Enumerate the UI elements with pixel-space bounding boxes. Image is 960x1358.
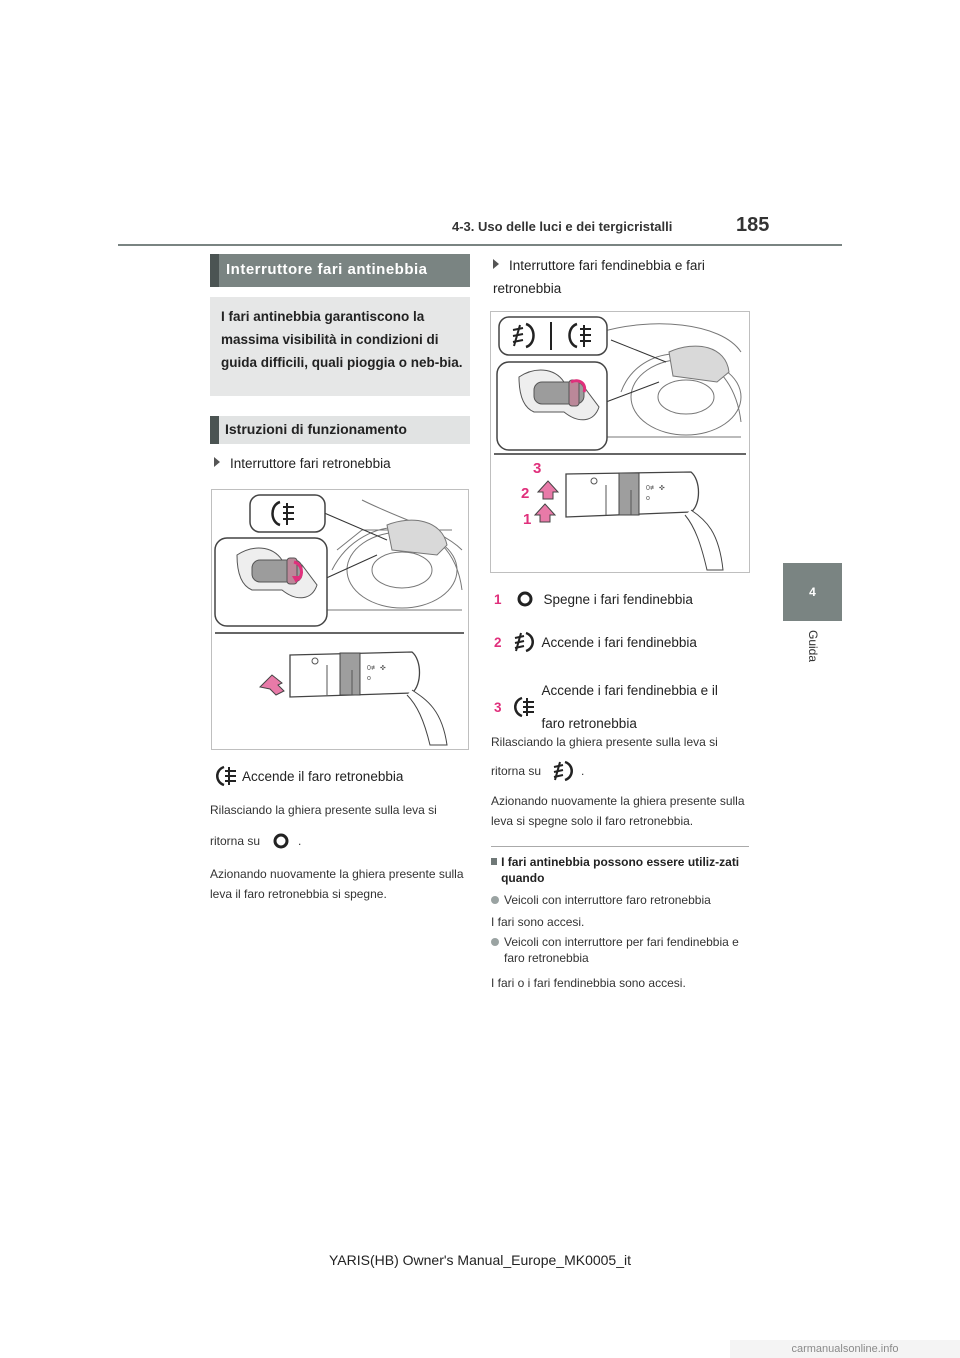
chapter-tab: 4 <box>783 563 842 621</box>
rear-fog-light-icon <box>512 696 536 718</box>
triangle-bullet-icon <box>493 259 499 269</box>
figure-label-3: 3 <box>533 460 542 477</box>
note-item-1: Veicoli con interruttore faro retronebbia <box>491 890 749 910</box>
front-fog-light-icon <box>551 760 575 782</box>
triangle-bullet-icon <box>214 457 220 467</box>
section-title: Interruttore fari antinebbia <box>226 261 428 278</box>
front-rear-fog-switch-figure <box>490 311 750 573</box>
round-bullet-icon <box>491 896 499 904</box>
svg-text:0≢ ✜: 0≢ ✜ <box>646 485 665 492</box>
round-bullet-icon <box>491 938 499 946</box>
rear-fog-light-icon <box>214 765 238 787</box>
page-footer: YARIS(HB) Owner's Manual_Europe_MK0005_it <box>329 1252 631 1268</box>
watermark[interactable]: carmanualsonline.info <box>730 1340 960 1358</box>
item-3: 3 Accende i fari fendinebbia e il faro retronebbia <box>494 683 718 731</box>
square-bullet-icon <box>491 858 497 865</box>
front-rear-fog-switch-illustration <box>491 312 749 572</box>
section-title-bar <box>210 254 470 287</box>
svg-text:0≢ ✜: 0≢ ✜ <box>367 665 386 672</box>
figure-label-1: 1 <box>523 511 532 528</box>
note-rule <box>491 846 749 847</box>
figure-label-2: 2 <box>521 485 530 502</box>
intro-box <box>210 297 470 396</box>
note-title: I fari antinebbia possono essere utiliz-zati quando <box>491 854 749 886</box>
rear-fog-bullet: Interruttore fari retronebbia <box>214 452 391 475</box>
fog-off-icon <box>270 830 292 852</box>
right-para-2: Azionando nuovamente la ghiera presente sulla leva si spegne solo il faro retronebbia. <box>491 794 745 828</box>
note-item-2: Veicoli con interruttore per fari fendinebbia e faro retronebbia <box>491 934 749 966</box>
subheading-bar <box>210 416 470 444</box>
right-para-1: Rilasciando la ghiera presente sulla leva si ritorna su . <box>491 732 749 782</box>
left-para-2: Azionando nuovamente la ghiera presente sulla leva il faro retronebbia si spegne. <box>210 867 464 901</box>
rear-fog-switch-figure <box>211 489 469 750</box>
svg-text:o: o <box>367 675 371 682</box>
note-item-2-text: I fari o i fari fendinebbia sono accesi. <box>491 976 686 990</box>
front-rear-fog-bullet: Interruttore fari fendinebbia e fari retronebbia <box>493 258 705 296</box>
header-rule <box>118 244 842 246</box>
rear-fog-caption: Accende il faro retronebbia <box>214 765 403 787</box>
fog-off-icon <box>514 588 536 610</box>
item-2: 2 Accende i fari fendinebbia <box>494 631 697 653</box>
front-fog-light-icon <box>512 631 536 653</box>
page-number: 185 <box>736 214 770 236</box>
subheading: Istruzioni di funzionamento <box>225 421 407 437</box>
section-header: 4-3. Uso delle luci e dei tergicristalli <box>452 219 673 234</box>
left-para-1: Rilasciando la ghiera presente sulla leva si ritorna su . <box>210 800 472 852</box>
chapter-label: Guida <box>806 630 820 663</box>
intro-text: I fari antinebbia garantiscono la massima visibilità in condizioni di guida difficili, quali pioggia o neb-bia. <box>221 309 463 370</box>
item-1: 1 Spegne i fari fendinebbia <box>494 588 693 610</box>
note-item-1-text: I fari sono accesi. <box>491 915 585 929</box>
rear-fog-switch-illustration <box>212 490 468 749</box>
svg-text:o: o <box>646 495 650 502</box>
